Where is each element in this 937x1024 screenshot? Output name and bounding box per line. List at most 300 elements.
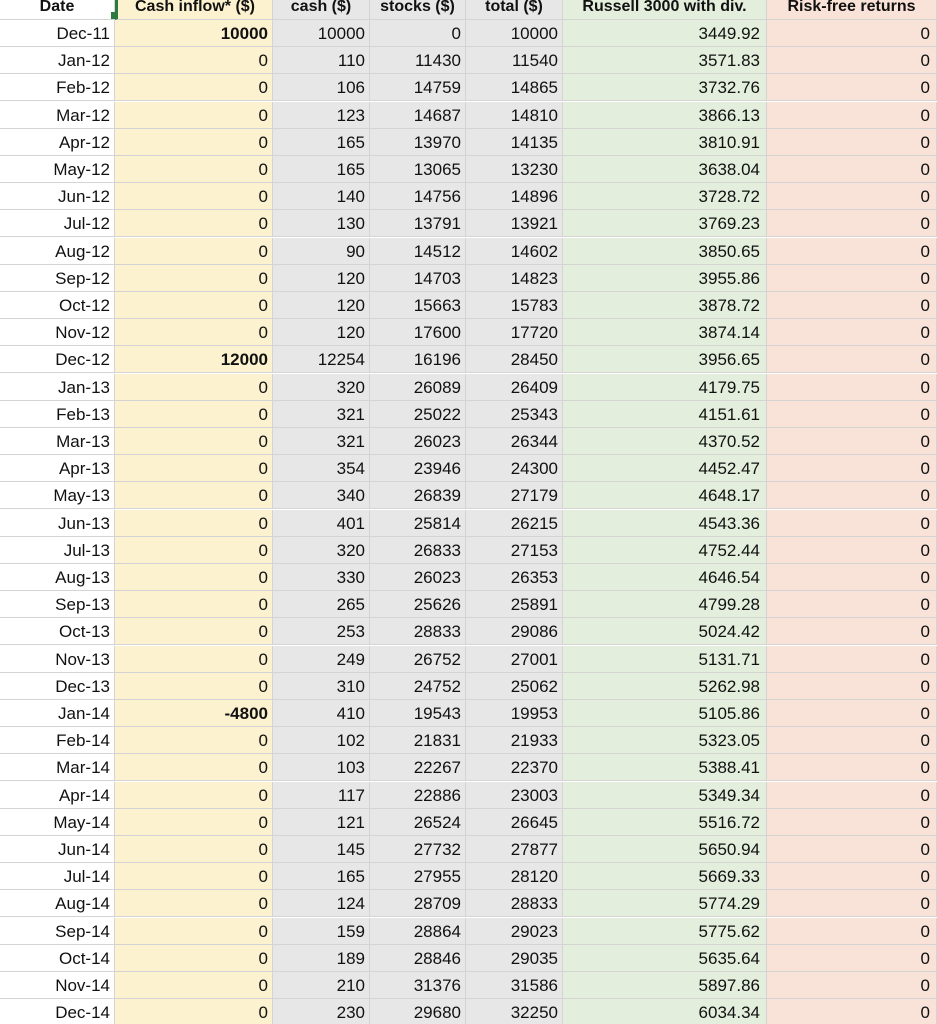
cell-cash[interactable]: 340 bbox=[273, 482, 370, 509]
cell-russell[interactable]: 4151.61 bbox=[563, 401, 767, 428]
cell-stocks[interactable]: 31376 bbox=[370, 972, 466, 999]
cell-date[interactable]: May-13 bbox=[0, 482, 115, 509]
cell-date[interactable]: Sep-14 bbox=[0, 918, 115, 945]
header-russell-3000[interactable]: Russell 3000 with div. bbox=[563, 0, 767, 20]
cell-risk-free[interactable]: 0 bbox=[767, 591, 937, 618]
cell-cash-inflow[interactable]: 0 bbox=[115, 591, 273, 618]
cell-total[interactable]: 27153 bbox=[466, 537, 563, 564]
cell-total[interactable]: 23003 bbox=[466, 782, 563, 809]
cell-total[interactable]: 15783 bbox=[466, 292, 563, 319]
table-row bbox=[0, 183, 937, 210]
cell-cash[interactable]: 121 bbox=[273, 809, 370, 836]
cell-russell[interactable]: 3955.86 bbox=[563, 265, 767, 292]
table-row bbox=[0, 129, 937, 156]
cell-risk-free[interactable]: 0 bbox=[767, 673, 937, 700]
table-row bbox=[0, 20, 937, 47]
cell-cash[interactable]: 253 bbox=[273, 618, 370, 645]
cell-total[interactable]: 26645 bbox=[466, 809, 563, 836]
cell-total[interactable]: 14896 bbox=[466, 183, 563, 210]
cell-risk-free[interactable]: 0 bbox=[767, 129, 937, 156]
cell-cash[interactable]: 120 bbox=[273, 319, 370, 346]
cell-cash-inflow[interactable]: 0 bbox=[115, 727, 273, 754]
cell-risk-free[interactable]: 0 bbox=[767, 428, 937, 455]
cell-cash-inflow[interactable]: 0 bbox=[115, 754, 273, 781]
cell-total[interactable]: 25891 bbox=[466, 591, 563, 618]
cell-risk-free[interactable]: 0 bbox=[767, 482, 937, 509]
cell-stocks[interactable]: 28846 bbox=[370, 945, 466, 972]
cell-cash-inflow[interactable]: 0 bbox=[115, 156, 273, 183]
cell-russell[interactable]: 3878.72 bbox=[563, 292, 767, 319]
cell-russell[interactable]: 3874.14 bbox=[563, 319, 767, 346]
cell-risk-free[interactable]: 0 bbox=[767, 918, 937, 945]
cell-stocks[interactable]: 26089 bbox=[370, 374, 466, 401]
cell-date[interactable]: Mar-13 bbox=[0, 428, 115, 455]
cell-total[interactable]: 27001 bbox=[466, 646, 563, 673]
cell-russell[interactable]: 3638.04 bbox=[563, 156, 767, 183]
table-row bbox=[0, 346, 937, 373]
cell-date[interactable]: Mar-12 bbox=[0, 102, 115, 129]
cell-date[interactable]: Nov-12 bbox=[0, 319, 115, 346]
cell-cash-inflow[interactable]: 0 bbox=[115, 47, 273, 74]
cell-stocks[interactable]: 25626 bbox=[370, 591, 466, 618]
cell-total[interactable]: 19953 bbox=[466, 700, 563, 727]
cell-cash[interactable]: 310 bbox=[273, 673, 370, 700]
cell-cash-inflow[interactable]: 10000 bbox=[115, 20, 273, 47]
cell-risk-free[interactable]: 0 bbox=[767, 319, 937, 346]
table-row bbox=[0, 156, 937, 183]
cell-cash[interactable]: 12254 bbox=[273, 346, 370, 373]
cell-cash[interactable]: 140 bbox=[273, 183, 370, 210]
cell-cash[interactable]: 265 bbox=[273, 591, 370, 618]
cell-russell[interactable]: 4543.36 bbox=[563, 510, 767, 537]
cell-cash-inflow[interactable]: 0 bbox=[115, 673, 273, 700]
cell-cash[interactable]: 120 bbox=[273, 265, 370, 292]
cell-date[interactable]: Aug-12 bbox=[0, 238, 115, 265]
cell-total[interactable]: 28120 bbox=[466, 863, 563, 890]
cell-total[interactable]: 29023 bbox=[466, 918, 563, 945]
cell-total[interactable]: 11540 bbox=[466, 47, 563, 74]
cell-total[interactable]: 29035 bbox=[466, 945, 563, 972]
cell-total[interactable]: 13921 bbox=[466, 210, 563, 237]
cell-cash[interactable]: 165 bbox=[273, 863, 370, 890]
cell-cash-inflow[interactable]: 0 bbox=[115, 918, 273, 945]
cell-total[interactable]: 13230 bbox=[466, 156, 563, 183]
table-row bbox=[0, 591, 937, 618]
cell-risk-free[interactable]: 0 bbox=[767, 374, 937, 401]
cell-total[interactable]: 14823 bbox=[466, 265, 563, 292]
cell-stocks[interactable]: 13065 bbox=[370, 156, 466, 183]
cell-cash[interactable]: 124 bbox=[273, 890, 370, 917]
cell-risk-free[interactable]: 0 bbox=[767, 455, 937, 482]
cell-cash-inflow[interactable]: 0 bbox=[115, 74, 273, 101]
cell-russell[interactable]: 5775.62 bbox=[563, 918, 767, 945]
cell-russell[interactable]: 5516.72 bbox=[563, 809, 767, 836]
cell-stocks[interactable]: 14703 bbox=[370, 265, 466, 292]
cell-risk-free[interactable]: 0 bbox=[767, 863, 937, 890]
cell-date[interactable]: Jun-14 bbox=[0, 836, 115, 863]
cell-russell[interactable]: 5024.42 bbox=[563, 618, 767, 645]
cell-total[interactable]: 14865 bbox=[466, 74, 563, 101]
cell-cash-inflow[interactable]: 0 bbox=[115, 809, 273, 836]
cell-russell[interactable]: 5323.05 bbox=[563, 727, 767, 754]
cell-russell[interactable]: 4370.52 bbox=[563, 428, 767, 455]
cell-cash-inflow[interactable]: 0 bbox=[115, 836, 273, 863]
cell-total[interactable]: 27877 bbox=[466, 836, 563, 863]
cell-russell[interactable]: 5650.94 bbox=[563, 836, 767, 863]
cell-total[interactable]: 28833 bbox=[466, 890, 563, 917]
table-row bbox=[0, 510, 937, 537]
cell-cash[interactable]: 120 bbox=[273, 292, 370, 319]
cell-date[interactable]: Jul-14 bbox=[0, 863, 115, 890]
cell-russell[interactable]: 5105.86 bbox=[563, 700, 767, 727]
cell-cash[interactable]: 165 bbox=[273, 129, 370, 156]
cell-cash[interactable]: 210 bbox=[273, 972, 370, 999]
cell-total[interactable]: 24300 bbox=[466, 455, 563, 482]
cell-russell[interactable]: 4646.54 bbox=[563, 564, 767, 591]
cell-cash[interactable]: 102 bbox=[273, 727, 370, 754]
cell-cash[interactable]: 401 bbox=[273, 510, 370, 537]
table-row bbox=[0, 238, 937, 265]
cell-date[interactable]: Jan-14 bbox=[0, 700, 115, 727]
cell-stocks[interactable]: 14756 bbox=[370, 183, 466, 210]
cell-russell[interactable]: 3732.76 bbox=[563, 74, 767, 101]
cell-cash-inflow[interactable]: 0 bbox=[115, 482, 273, 509]
cell-stocks[interactable]: 26752 bbox=[370, 646, 466, 673]
cell-stocks[interactable]: 16196 bbox=[370, 346, 466, 373]
cell-total[interactable]: 26344 bbox=[466, 428, 563, 455]
cell-risk-free[interactable]: 0 bbox=[767, 700, 937, 727]
cell-russell[interactable]: 4648.17 bbox=[563, 482, 767, 509]
cell-risk-free[interactable]: 0 bbox=[767, 727, 937, 754]
cell-cash-inflow[interactable]: 0 bbox=[115, 183, 273, 210]
cell-risk-free[interactable]: 0 bbox=[767, 809, 937, 836]
table-row bbox=[0, 646, 937, 673]
cell-date[interactable]: Aug-13 bbox=[0, 564, 115, 591]
cell-total[interactable]: 10000 bbox=[466, 20, 563, 47]
cell-cash-inflow[interactable]: 0 bbox=[115, 564, 273, 591]
cell-date[interactable]: Apr-13 bbox=[0, 455, 115, 482]
cell-date[interactable]: Dec-11 bbox=[0, 20, 115, 47]
cell-date[interactable]: Jun-13 bbox=[0, 510, 115, 537]
cell-cash-inflow[interactable]: 0 bbox=[115, 102, 273, 129]
cell-total[interactable]: 21933 bbox=[466, 727, 563, 754]
table-row bbox=[0, 945, 937, 972]
table-row bbox=[0, 482, 937, 509]
cell-risk-free[interactable]: 0 bbox=[767, 999, 937, 1024]
cell-cash[interactable]: 90 bbox=[273, 238, 370, 265]
cell-risk-free[interactable]: 0 bbox=[767, 210, 937, 237]
cell-stocks[interactable]: 26524 bbox=[370, 809, 466, 836]
cell-russell[interactable]: 5635.64 bbox=[563, 945, 767, 972]
cell-total[interactable]: 14810 bbox=[466, 102, 563, 129]
table-row bbox=[0, 47, 937, 74]
cell-date[interactable]: Nov-14 bbox=[0, 972, 115, 999]
cell-russell[interactable]: 3769.23 bbox=[563, 210, 767, 237]
cell-total[interactable]: 26353 bbox=[466, 564, 563, 591]
cell-russell[interactable]: 5349.34 bbox=[563, 782, 767, 809]
cell-stocks[interactable]: 28833 bbox=[370, 618, 466, 645]
cell-risk-free[interactable]: 0 bbox=[767, 401, 937, 428]
cell-russell[interactable]: 3810.91 bbox=[563, 129, 767, 156]
cell-risk-free[interactable]: 0 bbox=[767, 754, 937, 781]
table-row bbox=[0, 401, 937, 428]
cell-stocks[interactable]: 22267 bbox=[370, 754, 466, 781]
cell-date[interactable]: Oct-12 bbox=[0, 292, 115, 319]
cell-cash-inflow[interactable]: 0 bbox=[115, 401, 273, 428]
cell-russell[interactable]: 4799.28 bbox=[563, 591, 767, 618]
table-row bbox=[0, 809, 937, 836]
header-risk-free[interactable]: Risk-free returns bbox=[767, 0, 937, 20]
table-row bbox=[0, 836, 937, 863]
cell-russell[interactable]: 4179.75 bbox=[563, 374, 767, 401]
cell-cash[interactable]: 320 bbox=[273, 374, 370, 401]
cell-total[interactable]: 26215 bbox=[466, 510, 563, 537]
cell-risk-free[interactable]: 0 bbox=[767, 183, 937, 210]
cell-cash-inflow[interactable]: 0 bbox=[115, 374, 273, 401]
cell-stocks[interactable]: 17600 bbox=[370, 319, 466, 346]
cell-russell[interactable]: 4752.44 bbox=[563, 537, 767, 564]
cell-russell[interactable]: 3850.65 bbox=[563, 238, 767, 265]
cell-date[interactable]: Nov-13 bbox=[0, 646, 115, 673]
cell-date[interactable]: Dec-13 bbox=[0, 673, 115, 700]
table-row bbox=[0, 428, 937, 455]
cell-total[interactable]: 25062 bbox=[466, 673, 563, 700]
cell-stocks[interactable]: 27955 bbox=[370, 863, 466, 890]
cell-risk-free[interactable]: 0 bbox=[767, 510, 937, 537]
cell-stocks[interactable]: 14687 bbox=[370, 102, 466, 129]
cell-cash[interactable]: 106 bbox=[273, 74, 370, 101]
cell-risk-free[interactable]: 0 bbox=[767, 836, 937, 863]
cell-date[interactable]: Feb-12 bbox=[0, 74, 115, 101]
table-row bbox=[0, 265, 937, 292]
cell-cash-inflow[interactable]: 0 bbox=[115, 999, 273, 1024]
cell-cash-inflow[interactable]: 0 bbox=[115, 265, 273, 292]
table-row bbox=[0, 890, 937, 917]
cell-stocks[interactable]: 26833 bbox=[370, 537, 466, 564]
cell-stocks[interactable]: 13970 bbox=[370, 129, 466, 156]
cell-stocks[interactable]: 29680 bbox=[370, 999, 466, 1024]
table-row bbox=[0, 102, 937, 129]
cell-stocks[interactable]: 27732 bbox=[370, 836, 466, 863]
table-row bbox=[0, 700, 937, 727]
cell-cash-inflow[interactable]: 0 bbox=[115, 129, 273, 156]
table-row bbox=[0, 210, 937, 237]
cell-date[interactable]: Apr-14 bbox=[0, 782, 115, 809]
cell-cash-inflow[interactable]: 0 bbox=[115, 510, 273, 537]
cell-stocks[interactable]: 13791 bbox=[370, 210, 466, 237]
cell-date[interactable]: May-12 bbox=[0, 156, 115, 183]
cell-date[interactable]: Feb-13 bbox=[0, 401, 115, 428]
cell-cash-inflow[interactable]: 0 bbox=[115, 292, 273, 319]
cell-risk-free[interactable]: 0 bbox=[767, 646, 937, 673]
cell-cash-inflow[interactable]: 0 bbox=[115, 646, 273, 673]
cell-date[interactable]: Jan-12 bbox=[0, 47, 115, 74]
table-row bbox=[0, 618, 937, 645]
cell-stocks[interactable]: 15663 bbox=[370, 292, 466, 319]
cell-stocks[interactable]: 21831 bbox=[370, 727, 466, 754]
cell-cash-inflow[interactable]: 0 bbox=[115, 945, 273, 972]
cell-cash[interactable]: 230 bbox=[273, 999, 370, 1024]
cell-total[interactable]: 22370 bbox=[466, 754, 563, 781]
cell-cash[interactable]: 321 bbox=[273, 401, 370, 428]
cell-cash[interactable]: 354 bbox=[273, 455, 370, 482]
cell-russell[interactable]: 3956.65 bbox=[563, 346, 767, 373]
cell-total[interactable]: 26409 bbox=[466, 374, 563, 401]
cell-risk-free[interactable]: 0 bbox=[767, 564, 937, 591]
cell-date[interactable]: Jun-12 bbox=[0, 183, 115, 210]
cell-cash[interactable]: 330 bbox=[273, 564, 370, 591]
cell-cash[interactable]: 110 bbox=[273, 47, 370, 74]
cell-russell[interactable]: 5897.86 bbox=[563, 972, 767, 999]
table-row bbox=[0, 863, 937, 890]
cell-cash-inflow[interactable]: 0 bbox=[115, 455, 273, 482]
cell-risk-free[interactable]: 0 bbox=[767, 292, 937, 319]
cell-total[interactable]: 17720 bbox=[466, 319, 563, 346]
header-date[interactable]: Date bbox=[0, 0, 115, 20]
cell-stocks[interactable]: 22886 bbox=[370, 782, 466, 809]
cell-russell[interactable]: 5669.33 bbox=[563, 863, 767, 890]
cell-cash[interactable]: 189 bbox=[273, 945, 370, 972]
selection-fill-handle[interactable] bbox=[111, 12, 118, 19]
cell-stocks[interactable]: 14512 bbox=[370, 238, 466, 265]
cell-date[interactable]: Aug-14 bbox=[0, 890, 115, 917]
cell-stocks[interactable]: 26023 bbox=[370, 564, 466, 591]
cell-stocks[interactable]: 19543 bbox=[370, 700, 466, 727]
cell-cash-inflow[interactable]: 0 bbox=[115, 782, 273, 809]
cell-date[interactable]: Feb-14 bbox=[0, 727, 115, 754]
cell-risk-free[interactable]: 0 bbox=[767, 618, 937, 645]
header-cash-inflow[interactable]: Cash inflow* ($) bbox=[115, 0, 273, 20]
cell-risk-free[interactable]: 0 bbox=[767, 238, 937, 265]
table-row bbox=[0, 74, 937, 101]
cell-stocks[interactable]: 26839 bbox=[370, 482, 466, 509]
cell-russell[interactable]: 5262.98 bbox=[563, 673, 767, 700]
cell-cash[interactable]: 410 bbox=[273, 700, 370, 727]
cell-cash[interactable]: 159 bbox=[273, 918, 370, 945]
cell-cash[interactable]: 145 bbox=[273, 836, 370, 863]
cell-russell[interactable]: 3449.92 bbox=[563, 20, 767, 47]
table-row bbox=[0, 754, 937, 781]
cell-risk-free[interactable]: 0 bbox=[767, 265, 937, 292]
cell-cash[interactable]: 123 bbox=[273, 102, 370, 129]
cell-russell[interactable]: 5774.29 bbox=[563, 890, 767, 917]
cell-date[interactable]: Dec-12 bbox=[0, 346, 115, 373]
cell-date[interactable]: Dec-14 bbox=[0, 999, 115, 1024]
cell-stocks[interactable]: 28709 bbox=[370, 890, 466, 917]
cell-russell[interactable]: 6034.34 bbox=[563, 999, 767, 1024]
cell-risk-free[interactable]: 0 bbox=[767, 782, 937, 809]
cell-total[interactable]: 25343 bbox=[466, 401, 563, 428]
table-row bbox=[0, 782, 937, 809]
table-row bbox=[0, 292, 937, 319]
header-total[interactable]: total ($) bbox=[466, 0, 563, 20]
cell-cash-inflow[interactable]: 12000 bbox=[115, 346, 273, 373]
cell-risk-free[interactable]: 0 bbox=[767, 20, 937, 47]
cell-risk-free[interactable]: 0 bbox=[767, 47, 937, 74]
cell-stocks[interactable]: 14759 bbox=[370, 74, 466, 101]
cell-cash[interactable]: 130 bbox=[273, 210, 370, 237]
cell-stocks[interactable]: 11430 bbox=[370, 47, 466, 74]
cell-date[interactable]: Apr-12 bbox=[0, 129, 115, 156]
cell-russell[interactable]: 3728.72 bbox=[563, 183, 767, 210]
cell-cash[interactable]: 165 bbox=[273, 156, 370, 183]
cell-cash-inflow[interactable]: 0 bbox=[115, 863, 273, 890]
cell-stocks[interactable]: 25814 bbox=[370, 510, 466, 537]
cell-cash-inflow[interactable]: -4800 bbox=[115, 700, 273, 727]
cell-total[interactable]: 31586 bbox=[466, 972, 563, 999]
cell-russell[interactable]: 3866.13 bbox=[563, 102, 767, 129]
cell-cash[interactable]: 103 bbox=[273, 754, 370, 781]
cell-stocks[interactable]: 26023 bbox=[370, 428, 466, 455]
cell-russell[interactable]: 4452.47 bbox=[563, 455, 767, 482]
cell-stocks[interactable]: 25022 bbox=[370, 401, 466, 428]
cell-date[interactable]: Jan-13 bbox=[0, 374, 115, 401]
cell-risk-free[interactable]: 0 bbox=[767, 890, 937, 917]
cell-date[interactable]: Sep-12 bbox=[0, 265, 115, 292]
cell-total[interactable]: 29086 bbox=[466, 618, 563, 645]
cell-cash-inflow[interactable]: 0 bbox=[115, 319, 273, 346]
cell-cash[interactable]: 320 bbox=[273, 537, 370, 564]
cell-risk-free[interactable]: 0 bbox=[767, 346, 937, 373]
cell-cash[interactable]: 10000 bbox=[273, 20, 370, 47]
cell-cash-inflow[interactable]: 0 bbox=[115, 428, 273, 455]
cell-risk-free[interactable]: 0 bbox=[767, 537, 937, 564]
cell-total[interactable]: 32250 bbox=[466, 999, 563, 1024]
cell-stocks[interactable]: 23946 bbox=[370, 455, 466, 482]
cell-date[interactable]: Mar-14 bbox=[0, 754, 115, 781]
cell-cash-inflow[interactable]: 0 bbox=[115, 210, 273, 237]
cell-date[interactable]: May-14 bbox=[0, 809, 115, 836]
cell-risk-free[interactable]: 0 bbox=[767, 156, 937, 183]
header-stocks[interactable]: stocks ($) bbox=[370, 0, 466, 20]
cell-cash-inflow[interactable]: 0 bbox=[115, 972, 273, 999]
cell-cash-inflow[interactable]: 0 bbox=[115, 618, 273, 645]
cell-russell[interactable]: 5388.41 bbox=[563, 754, 767, 781]
cell-risk-free[interactable]: 0 bbox=[767, 74, 937, 101]
cell-date[interactable]: Jul-12 bbox=[0, 210, 115, 237]
table-row bbox=[0, 564, 937, 591]
cell-date[interactable]: Sep-13 bbox=[0, 591, 115, 618]
header-cash[interactable]: cash ($) bbox=[273, 0, 370, 20]
cell-cash-inflow[interactable]: 0 bbox=[115, 537, 273, 564]
table-row bbox=[0, 999, 937, 1024]
cell-total[interactable]: 14602 bbox=[466, 238, 563, 265]
table-row bbox=[0, 319, 937, 346]
table-row bbox=[0, 727, 937, 754]
cell-cash[interactable]: 321 bbox=[273, 428, 370, 455]
cell-date[interactable]: Oct-14 bbox=[0, 945, 115, 972]
cell-russell[interactable]: 5131.71 bbox=[563, 646, 767, 673]
table-row bbox=[0, 374, 937, 401]
cell-stocks[interactable]: 24752 bbox=[370, 673, 466, 700]
cell-risk-free[interactable]: 0 bbox=[767, 945, 937, 972]
cell-russell[interactable]: 3571.83 bbox=[563, 47, 767, 74]
cell-stocks[interactable]: 28864 bbox=[370, 918, 466, 945]
cell-total[interactable]: 14135 bbox=[466, 129, 563, 156]
cell-date[interactable]: Oct-13 bbox=[0, 618, 115, 645]
cell-cash[interactable]: 249 bbox=[273, 646, 370, 673]
cell-risk-free[interactable]: 0 bbox=[767, 102, 937, 129]
cell-total[interactable]: 28450 bbox=[466, 346, 563, 373]
cell-date[interactable]: Jul-13 bbox=[0, 537, 115, 564]
cell-cash[interactable]: 117 bbox=[273, 782, 370, 809]
cell-cash-inflow[interactable]: 0 bbox=[115, 890, 273, 917]
cell-stocks[interactable]: 0 bbox=[370, 20, 466, 47]
cell-cash-inflow[interactable]: 0 bbox=[115, 238, 273, 265]
cell-risk-free[interactable]: 0 bbox=[767, 972, 937, 999]
cell-total[interactable]: 27179 bbox=[466, 482, 563, 509]
table-row bbox=[0, 455, 937, 482]
